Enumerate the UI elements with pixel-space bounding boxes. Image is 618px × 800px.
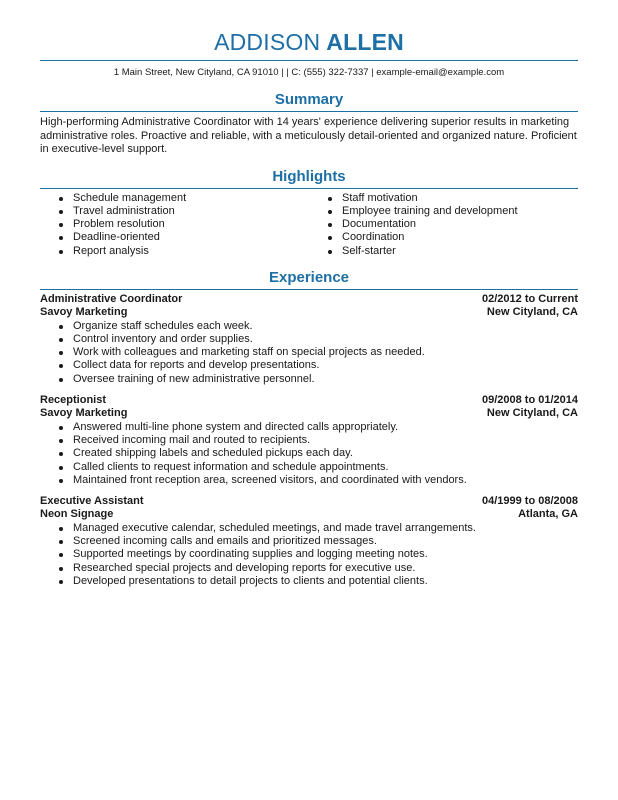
- job-bullet: Control inventory and order supplies.: [40, 333, 578, 346]
- highlights-right-column: [309, 192, 578, 258]
- job-bullet: Managed executive calendar, scheduled meetings, and made travel arrangements.: [40, 522, 578, 535]
- last-name: ALLEN: [326, 29, 404, 55]
- highlights-left-column: [40, 192, 309, 258]
- job-bullets: [40, 421, 578, 487]
- highlight-item: Self-starter: [309, 245, 578, 258]
- job-entry: [40, 394, 578, 487]
- summary-rule: [40, 111, 578, 112]
- job-dates: 04/1999 to 08/2008: [481, 495, 578, 508]
- job-entry: [40, 293, 578, 386]
- highlights-rule: [40, 188, 578, 189]
- job-company-row: [40, 508, 578, 521]
- job-header: [40, 394, 578, 407]
- highlight-item: Travel administration: [40, 205, 309, 218]
- job-bullet: Screened incoming calls and emails and prioritized messages.: [40, 535, 578, 548]
- job-company: Savoy Marketing: [40, 306, 128, 319]
- job-header: [40, 495, 578, 508]
- highlight-item: Deadline-oriented: [40, 231, 309, 244]
- job-bullet: Answered multi-line phone system and directed calls appropriately.: [40, 421, 578, 434]
- header-rule: [40, 60, 578, 61]
- summary-text: High-performing Administrative Coordinator with 14 years' experience delivering superior results in marketing administrative roles. Proactive and reliable, with a meticulously detail-oriented and organized nature. Proficient in executive-level support.: [40, 116, 577, 155]
- job-bullet: Developed presentations to detail projects to clients and potential clients.: [40, 575, 578, 588]
- job-bullets: [40, 522, 578, 588]
- highlight-item: Coordination: [309, 231, 578, 244]
- resume-content: [40, 0, 578, 588]
- job-bullet: Researched special projects and developing reports for executive use.: [40, 562, 578, 575]
- job-bullet: Received incoming mail and routed to recipients.: [40, 434, 578, 447]
- job-title: Administrative Coordinator: [40, 292, 183, 305]
- job-company-row: [40, 306, 578, 319]
- job-bullet: Called clients to request information and schedule appointments.: [40, 461, 578, 474]
- experience-heading: Experience: [268, 268, 350, 286]
- job-header: [40, 293, 578, 306]
- experience-rule: [40, 289, 578, 290]
- job-title: Receptionist: [40, 394, 107, 407]
- job-entry: [40, 495, 578, 588]
- highlights-heading: Highlights: [272, 167, 346, 185]
- job-location: New Cityland, CA: [486, 306, 578, 319]
- job-company: Neon Signage: [40, 508, 114, 521]
- highlight-item: Schedule management: [40, 192, 309, 205]
- contact-line: 1 Main Street, New Cityland, CA 91010 | | C: (555) 322-7337 | example-email@example.com: [113, 67, 505, 78]
- summary-heading: Summary: [274, 91, 344, 108]
- job-title: Executive Assistant: [40, 495, 144, 508]
- job-company: Savoy Marketing: [40, 407, 128, 420]
- job-bullet: Organize staff schedules each week.: [40, 320, 578, 333]
- job-bullet: Created shipping labels and scheduled pickups each day.: [40, 447, 578, 460]
- job-company-row: [40, 407, 578, 420]
- job-bullet: Maintained front reception area, screened visitors, and coordinated with vendors.: [40, 474, 578, 487]
- job-location: New Cityland, CA: [486, 407, 578, 420]
- job-dates: 09/2008 to 01/2014: [481, 394, 578, 407]
- highlight-item: Staff motivation: [309, 192, 578, 205]
- highlight-item: Report analysis: [40, 245, 309, 258]
- highlight-item: Documentation: [309, 218, 578, 231]
- job-dates: 02/2012 to Current: [482, 292, 578, 305]
- highlight-item: Problem resolution: [40, 218, 309, 231]
- first-name: ADDISON: [214, 29, 321, 55]
- candidate-name: [40, 28, 578, 56]
- job-bullet: Oversee training of new administrative personnel.: [40, 373, 578, 386]
- job-location: Atlanta, GA: [518, 508, 578, 521]
- job-bullets: [40, 320, 578, 386]
- job-bullet: Supported meetings by coordinating supplies and logging meeting notes.: [40, 548, 578, 561]
- job-bullet: Work with colleagues and marketing staff on special projects as needed.: [40, 346, 578, 359]
- highlights-list: [40, 192, 578, 258]
- job-bullet: Collect data for reports and develop presentations.: [40, 359, 578, 372]
- highlight-item: Employee training and development: [309, 205, 578, 218]
